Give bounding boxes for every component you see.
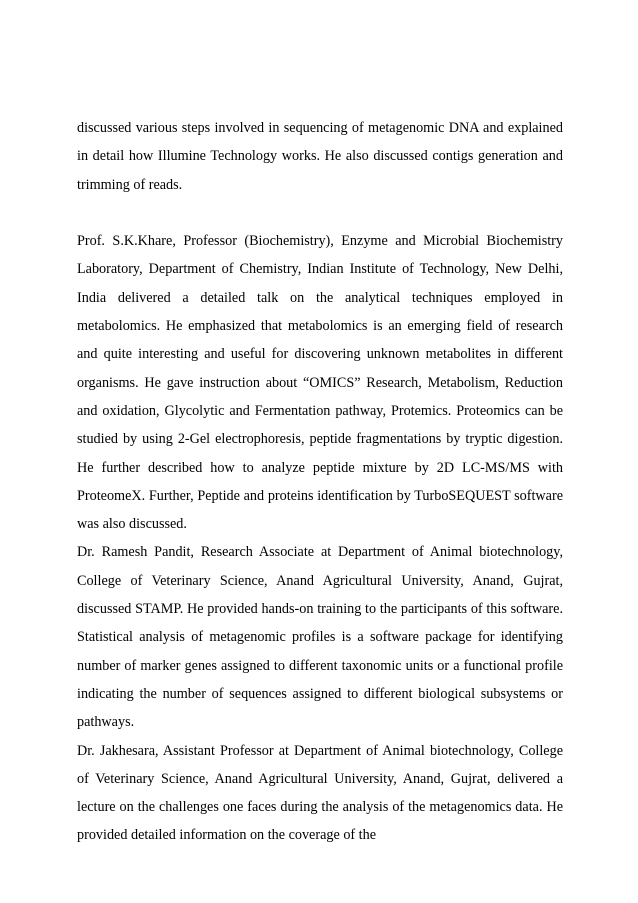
paragraph-pandit-stamp: Dr. Ramesh Pandit, Research Associate at Department of Animal biotechnology, College of Veterinary Science, Anand Agricultural University, Anand, Gujrat, discussed STAMP. He provided hands-on training to the participants of this software. Statistical analysis of metagenomic profiles is a software package for identifying number of marker genes assigned to different taxonomic units or a functional profile indicating the number of sequences assigned to different biological subsystems or pathways. <box>77 544 563 731</box>
paragraph-sequencing-summary: discussed various steps involved in sequencing of metagenomic DNA and explained in detail how Illumine Technology works. He also discussed contigs generation and trimming of reads. <box>77 120 563 193</box>
document-body <box>77 114 563 850</box>
paragraph-jakhesara-lecture: Dr. Jakhesara, Assistant Professor at Department of Animal biotechnology, College of Veterinary Science, Anand Agricultural University, Anand, Gujrat, delivered a lecture on the challenges one faces during the analysis of the metagenomics data. He provided detailed information on the coverage of the <box>77 742 563 844</box>
paragraph-khare-metabolomics: Prof. S.K.Khare, Professor (Biochemistry), Enzyme and Microbial Biochemistry Laboratory, Department of Chemistry, Indian Institute of Technology, New Delhi, India delivered a detailed talk on the analytical techniques employed in metabolomics. He emphasized that metabolomics is an emerging field of research and quite interesting and useful for discovering unknown metabolites in different organisms. He gave instruction about “OMICS” Research, Metabolism, Reduction and oxidation, Glycolytic and Fermentation pathway, Protemics. Proteomics can be studied by using 2-Gel electrophoresis, peptide fragmentations by tryptic digestion. He further described how to analyze peptide mixture by 2D LC-MS/MS with ProteomeX. Further, Peptide and proteins identification by TurboSEQUEST software was also discussed. <box>77 233 563 533</box>
